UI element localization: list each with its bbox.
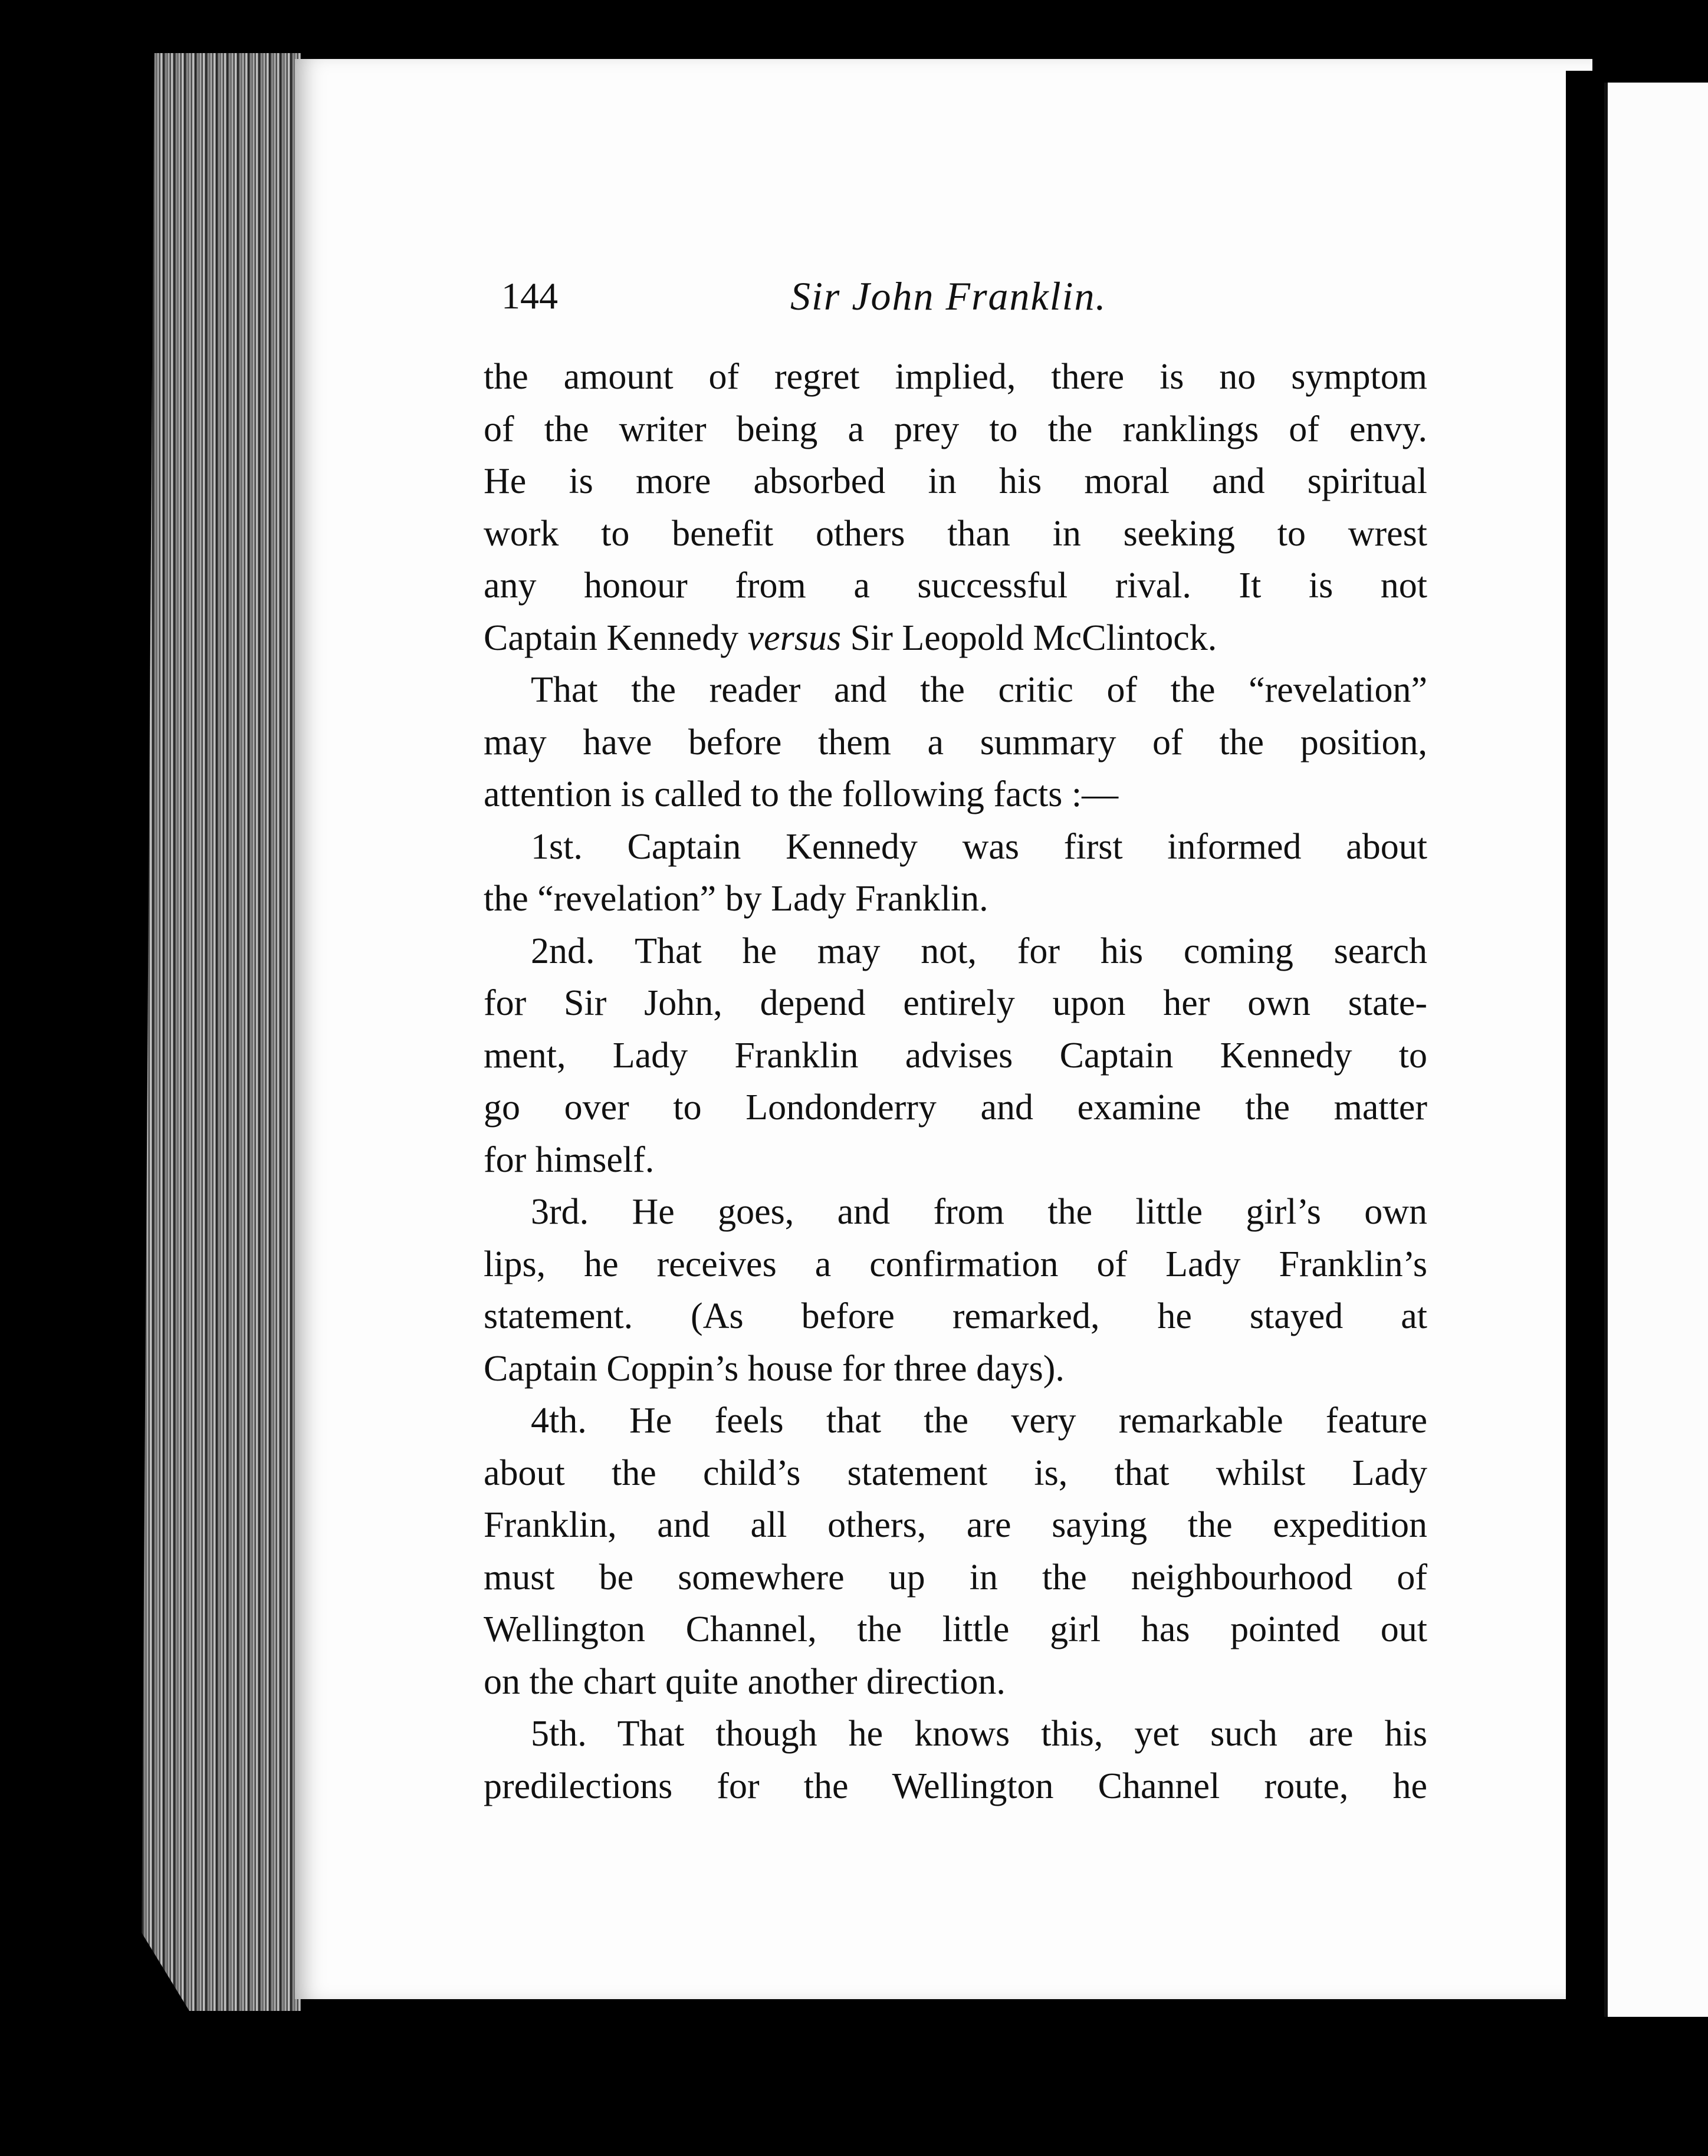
text-line: 5th. That though he knows this, yet such are his: [531, 1714, 1427, 1754]
text-line: for Sir John, depend entirely upon her own state-: [484, 983, 1427, 1023]
text-line: 4th. He feels that the very remarkable feature: [531, 1401, 1427, 1441]
text-run: Sir Leopold McClintock.: [841, 617, 1217, 658]
text-line: go over to Londonderry and examine the matter: [484, 1087, 1427, 1128]
paragraph: [484, 1708, 1427, 1812]
text-line: work to benefit others than in seeking to wrest: [484, 513, 1427, 554]
page-header: [501, 262, 1150, 333]
text-line: the “revelation” by Lady Franklin.: [484, 879, 988, 919]
text-line: any honour from a successful rival. It is not: [484, 566, 1427, 606]
italic-word: versus: [747, 617, 842, 658]
text-line: Wellington Channel, the little girl has pointed out: [484, 1609, 1427, 1649]
text-line: on the chart quite another direction.: [484, 1661, 1006, 1702]
running-head: Sir John Franklin.: [790, 274, 1107, 318]
text-line: He is more absorbed in his moral and spiritual: [484, 461, 1427, 501]
text-line: Captain Coppin’s house for three days).: [484, 1348, 1065, 1389]
text-line: lips, he receives a confirmation of Lady Franklin’s: [484, 1244, 1427, 1284]
page-edges: [142, 53, 301, 2011]
text-line: [484, 612, 1427, 665]
text-line: about the child’s statement is, that whilst Lady: [484, 1452, 1427, 1493]
text-line: 2nd. That he may not, for his coming search: [531, 931, 1427, 971]
body-text: [484, 351, 1427, 1812]
text-line: for himself.: [484, 1139, 655, 1180]
text-run: Captain Kennedy: [484, 617, 748, 658]
text-line: statement. (As before remarked, he stayed at: [484, 1296, 1427, 1336]
text-line: predilections for the Wellington Channel route, he: [484, 1766, 1427, 1806]
text-line: may have before them a summary of the position,: [484, 722, 1427, 763]
text-line: 1st. Captain Kennedy was first informed about: [531, 826, 1427, 867]
paragraph: [484, 925, 1427, 1187]
gutter-shadow: [1566, 71, 1595, 2017]
paragraph: [484, 664, 1427, 821]
paragraph: [484, 821, 1427, 925]
facing-page-edge: [1604, 83, 1708, 2017]
text-line: of the writer being a prey to the ranklings of envy.: [484, 409, 1427, 449]
text-line: attention is called to the following facts :—: [484, 774, 1119, 814]
paragraph: [484, 1395, 1427, 1708]
text-line: must be somewhere up in the neighbourhood of: [484, 1557, 1427, 1598]
text-line: the amount of regret implied, there is no symptom: [484, 357, 1427, 397]
text-line: ment, Lady Franklin advises Captain Kennedy to: [484, 1035, 1427, 1076]
text-line: Franklin, and all others, are saying the expedition: [484, 1505, 1427, 1545]
text-line: 3rd. He goes, and from the little girl’s own: [531, 1192, 1427, 1232]
paragraph: [484, 1186, 1427, 1395]
paragraph: [484, 351, 1427, 664]
text-line: That the reader and the critic of the “revelation”: [531, 670, 1427, 710]
page-number: 144: [501, 275, 558, 317]
